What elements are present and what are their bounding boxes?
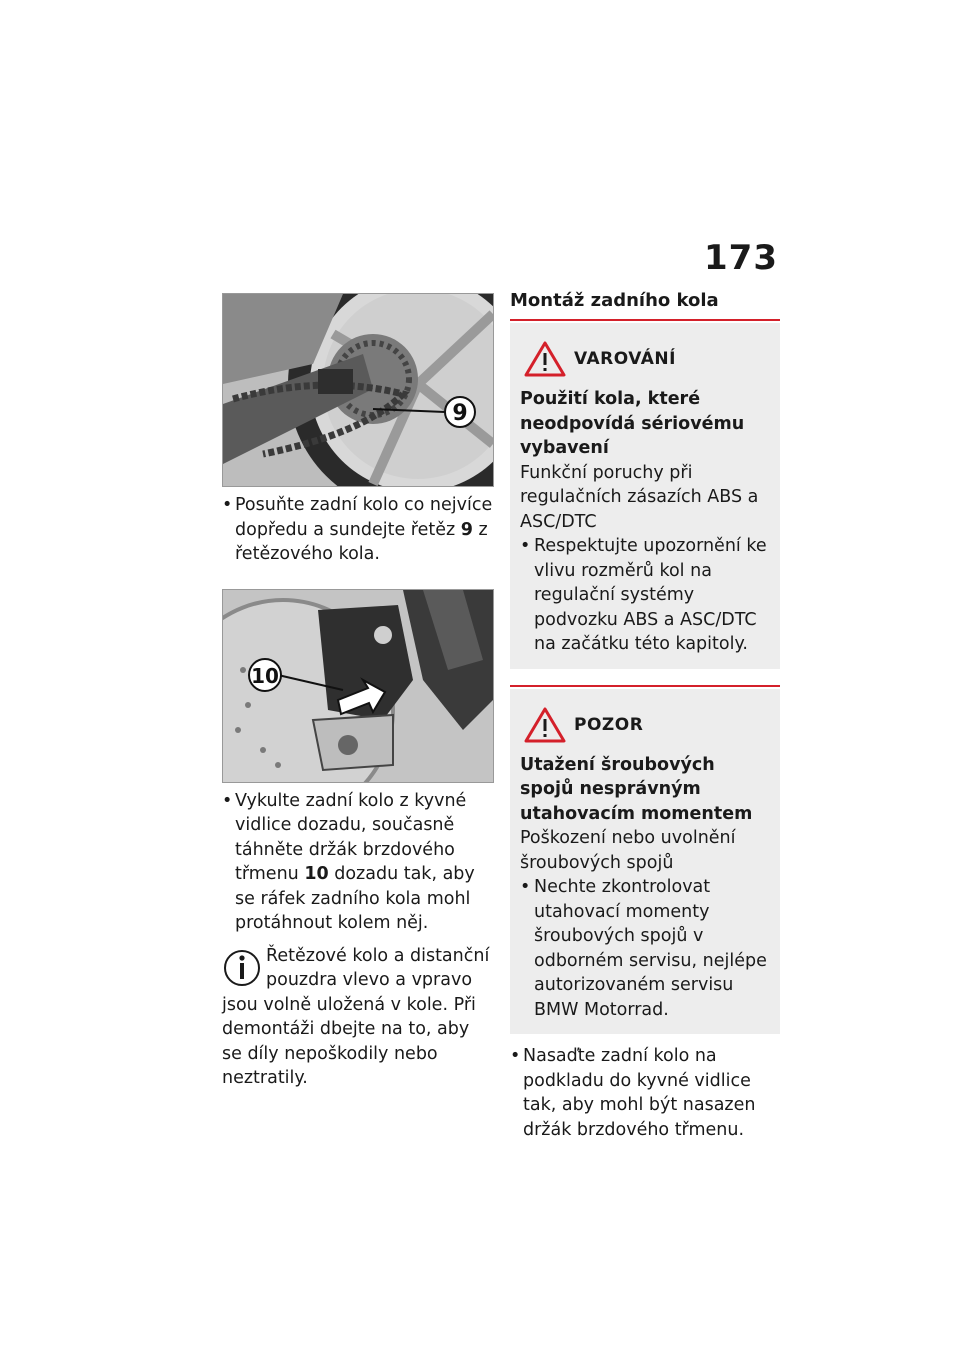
bullet-remove-chain	[222, 493, 494, 567]
divider	[510, 685, 780, 687]
bullet-text: Nasaďte zadní kolo na podkladu do kyvné vidlice tak, aby mohl být nasazen držák brzdového třmenu.	[523, 1046, 756, 1140]
bullet-dot: •	[520, 536, 531, 556]
info-note	[222, 944, 494, 1091]
info-text: Řetězové kolo a distanční pouzdra vlevo a vpravo jsou volně uložená v kole. Při demontáži dbejte na to, aby se díly nepoškodily nebo neztratily.	[222, 945, 490, 1088]
callout-10: 10	[251, 663, 279, 688]
warning-notice	[510, 323, 780, 669]
bullet-dot: •	[222, 495, 233, 515]
caution-bullet	[520, 875, 770, 1022]
caution-triangle-icon	[524, 707, 566, 743]
warning-triangle-icon	[524, 341, 566, 377]
photo-chain-sprocket	[222, 293, 494, 487]
right-column	[510, 290, 780, 1142]
warning-text: Funkční poruchy při regulačních zásazích ABS a ASC/DTC	[520, 462, 759, 532]
warning-bullet	[520, 534, 770, 657]
bullet-text: Posuňte zadní kolo co nejvíce dopředu a sundejte řetěz	[235, 495, 493, 540]
callout-9: 9	[452, 401, 468, 426]
chain-sprocket-illustration	[223, 294, 493, 486]
bullet-dot: •	[510, 1046, 521, 1066]
left-column	[222, 293, 494, 1091]
bullet-roll-out-wheel	[222, 789, 494, 936]
warning-subtitle: Použití kola, které neodpovídá sériovému vybavení	[520, 389, 745, 458]
bullet-text: z řetězového kola.	[235, 519, 488, 564]
warning-bullet-text: Respektujte upozornění ke vlivu rozměrů kol na regulační systémy podvozku ABS a ASC/DTC na začátku této kapitoly.	[534, 536, 767, 654]
bullet-ref: 9	[460, 519, 473, 540]
caution-text: Poškození nebo uvolnění šroubových spojů	[520, 828, 736, 873]
section-title: Montáž zadního kola	[510, 290, 780, 321]
caution-bullet-text: Nechte zkontrolovat utahovací momenty šroubových spojů v odborném servisu, nejlépe autorizovaném servisu BMW Motorrad.	[534, 877, 767, 1020]
bullet-insert-wheel	[510, 1044, 780, 1142]
caution-notice	[510, 689, 780, 1035]
brake-caliper-illustration	[223, 590, 493, 782]
photo-brake-caliper	[222, 589, 494, 783]
caution-subtitle: Utažení šroubových spojů nesprávným utahovacím momentem	[520, 754, 753, 824]
bullet-text: dozadu tak, aby se ráfek zadního kola mohl protáhnout kolem něj.	[235, 864, 475, 933]
bullet-text: Vykulte zadní kolo z kyvné vidlice dozadu, současně táhněte držák brzdového třmenu	[235, 790, 467, 884]
info-icon	[222, 946, 262, 990]
page-number: 173	[704, 238, 778, 278]
caution-title: POZOR	[574, 714, 644, 735]
bullet-dot: •	[222, 790, 233, 811]
warning-title: VAROVÁNÍ	[574, 349, 676, 369]
bullet-ref: 10	[304, 864, 329, 884]
bullet-dot: •	[520, 877, 531, 897]
